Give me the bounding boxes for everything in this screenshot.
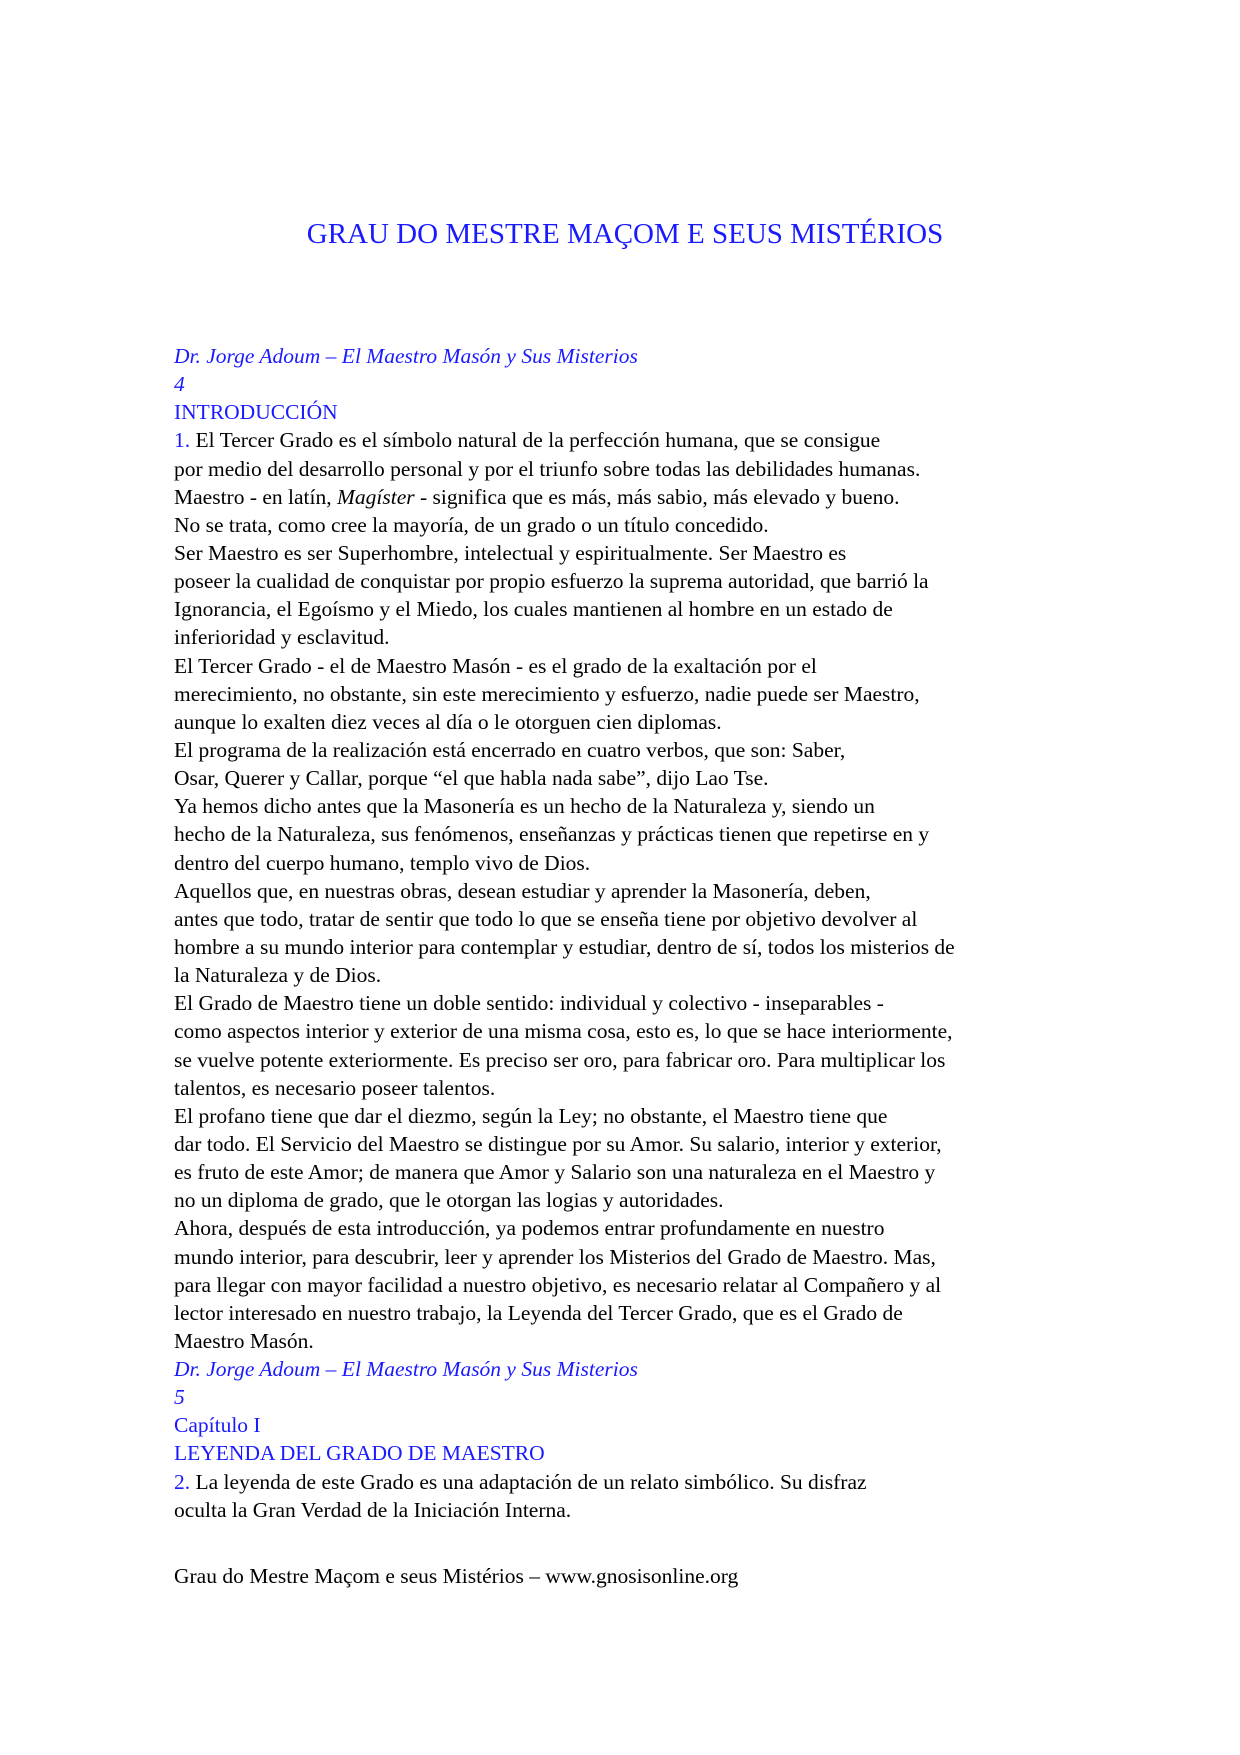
body-text: Magíster xyxy=(337,484,415,509)
text-line xyxy=(174,680,1174,708)
text-line xyxy=(174,708,1174,736)
text-line xyxy=(174,1271,1174,1299)
body-text: El profano tiene que dar el diezmo, según la Ley; no obstante, el Maestro tiene que xyxy=(174,1103,888,1128)
body-text: por medio del desarrollo personal y por el triunfo sobre todas las debilidades humanas. xyxy=(174,456,921,481)
body-text: mundo interior, para descubrir, leer y aprender los Misterios del Grado de Maestro. Mas, xyxy=(174,1244,936,1269)
text-line xyxy=(174,933,1174,961)
text-line xyxy=(174,1243,1174,1271)
body-text: Ser Maestro es ser Superhombre, intelectual y espiritualmente. Ser Maestro es xyxy=(174,540,847,565)
text-line xyxy=(174,567,1174,595)
text-line xyxy=(174,1158,1174,1186)
body-text: Ahora, después de esta introducción, ya podemos entrar profundamente en nuestro xyxy=(174,1216,885,1241)
document-body xyxy=(174,342,1174,1524)
body-text: - significa que es más, más sabio, más elevado y bueno. xyxy=(414,484,900,509)
body-text: El Grado de Maestro tiene un doble sentido: individual y colectivo - inseparables - xyxy=(174,991,884,1016)
text-line xyxy=(174,877,1174,905)
body-text: El Tercer Grado - el de Maestro Masón - es el grado de la exaltación por el xyxy=(174,653,817,678)
text-line xyxy=(174,736,1174,764)
body-text: Aquellos que, en nuestras obras, desean estudiar y aprender la Masonería, deben, xyxy=(174,878,871,903)
text-line xyxy=(174,1355,1174,1383)
text-line xyxy=(174,1411,1174,1439)
body-text: Ya hemos dicho antes que la Masonería es un hecho de la Naturaleza y, siendo un xyxy=(174,794,875,819)
heading-text: LEYENDA DEL GRADO DE MAESTRO xyxy=(174,1441,545,1466)
body-text: aunque lo exalten diez veces al día o le otorguen cien diplomas. xyxy=(174,709,722,734)
text-line xyxy=(174,595,1174,623)
text-line xyxy=(174,792,1174,820)
text-line xyxy=(174,398,1174,426)
body-text: El Tercer Grado es el símbolo natural de la perfección humana, que se consigue xyxy=(190,428,881,453)
text-line xyxy=(174,342,1174,370)
body-text: como aspectos interior y exterior de una misma cosa, esto es, lo que se hace interiormente, xyxy=(174,1019,953,1044)
text-line xyxy=(174,1468,1174,1496)
text-line xyxy=(174,623,1174,651)
body-text: La leyenda de este Grado es una adaptación de un relato simbólico. Su disfraz xyxy=(190,1469,867,1494)
text-line xyxy=(174,1102,1174,1130)
text-line xyxy=(174,1439,1174,1467)
body-text: No se trata, como cree la mayoría, de un grado o un título concedido. xyxy=(174,512,769,537)
text-line xyxy=(174,764,1174,792)
document-title: GRAU DO MESTRE MAÇOM E SEUS MISTÉRIOS xyxy=(306,218,944,250)
text-line xyxy=(174,511,1174,539)
text-line xyxy=(174,1299,1174,1327)
text-line xyxy=(174,1214,1174,1242)
text-line xyxy=(174,652,1174,680)
text-line xyxy=(174,483,1174,511)
text-line xyxy=(174,1383,1174,1411)
heading-text: 5 xyxy=(174,1385,185,1410)
body-text: dar todo. El Servicio del Maestro se distingue por su Amor. Su salario, interior y exterior, xyxy=(174,1131,942,1156)
text-line xyxy=(174,1327,1174,1355)
text-line xyxy=(174,849,1174,877)
body-text: El programa de la realización está encerrado en cuatro verbos, que son: Saber, xyxy=(174,737,846,762)
body-text: es fruto de este Amor; de manera que Amor y Salario son una naturaleza en el Maestro y xyxy=(174,1160,936,1185)
body-text: la Naturaleza y de Dios. xyxy=(174,963,382,988)
body-text: Maestro - en latín, xyxy=(174,484,337,509)
text-line xyxy=(174,455,1174,483)
text-line xyxy=(174,1017,1174,1045)
text-line xyxy=(174,1046,1174,1074)
body-text: hecho de la Naturaleza, sus fenómenos, enseñanzas y prácticas tienen que repetirse en y xyxy=(174,822,930,847)
body-text: Osar, Querer y Callar, porque “el que habla nada sabe”, dijo Lao Tse. xyxy=(174,766,769,791)
body-text: hombre a su mundo interior para contemplar y estudiar, dentro de sí, todos los misterios de xyxy=(174,934,955,959)
body-text: lector interesado en nuestro trabajo, la Leyenda del Tercer Grado, que es el Grado de xyxy=(174,1300,903,1325)
text-line xyxy=(174,1186,1174,1214)
body-text: para llegar con mayor facilidad a nuestro objetivo, es necesario relatar al Compañero y al xyxy=(174,1272,942,1297)
body-text: Ignorancia, el Egoísmo y el Miedo, los cuales mantienen al hombre en un estado de xyxy=(174,597,893,622)
page-footer: Grau do Mestre Maçom e seus Mistérios – www.gnosisonline.org xyxy=(174,1564,739,1588)
text-line xyxy=(174,820,1174,848)
text-line xyxy=(174,370,1174,398)
heading-text: Capítulo I xyxy=(174,1413,261,1438)
body-text: poseer la cualidad de conquistar por propio esfuerzo la suprema autoridad, que barrió la xyxy=(174,569,929,594)
text-line xyxy=(174,989,1174,1017)
heading-text: Dr. Jorge Adoum – El Maestro Masón y Sus Misterios xyxy=(174,344,638,368)
heading-text: 1. xyxy=(174,428,191,453)
text-line xyxy=(174,1074,1174,1102)
body-text: dentro del cuerpo humano, templo vivo de Dios. xyxy=(174,850,591,875)
body-text: se vuelve potente exteriormente. Es preciso ser oro, para fabricar oro. Para multiplicar los xyxy=(174,1047,946,1072)
body-text: oculta la Gran Verdad de la Iniciación Interna. xyxy=(174,1497,572,1522)
body-text: merecimiento, no obstante, sin este merecimiento y esfuerzo, nadie puede ser Maestro, xyxy=(174,681,920,706)
heading-text: INTRODUCCIÓN xyxy=(174,400,338,425)
body-text: talentos, es necesario poseer talentos. xyxy=(174,1075,496,1100)
body-text: no un diploma de grado, que le otorgan las logias y autoridades. xyxy=(174,1188,724,1213)
text-line xyxy=(174,1130,1174,1158)
text-line xyxy=(174,1496,1174,1524)
text-line xyxy=(174,961,1174,989)
text-line xyxy=(174,539,1174,567)
text-line xyxy=(174,905,1174,933)
heading-text: 4 xyxy=(174,372,185,397)
body-text: inferioridad y esclavitud. xyxy=(174,625,390,650)
body-text: Maestro Masón. xyxy=(174,1328,314,1353)
heading-text: 2. xyxy=(174,1469,191,1494)
heading-text: Dr. Jorge Adoum – El Maestro Masón y Sus Misterios xyxy=(174,1357,638,1382)
text-line xyxy=(174,426,1174,454)
body-text: antes que todo, tratar de sentir que todo lo que se enseña tiene por objetivo devolver al xyxy=(174,906,918,931)
